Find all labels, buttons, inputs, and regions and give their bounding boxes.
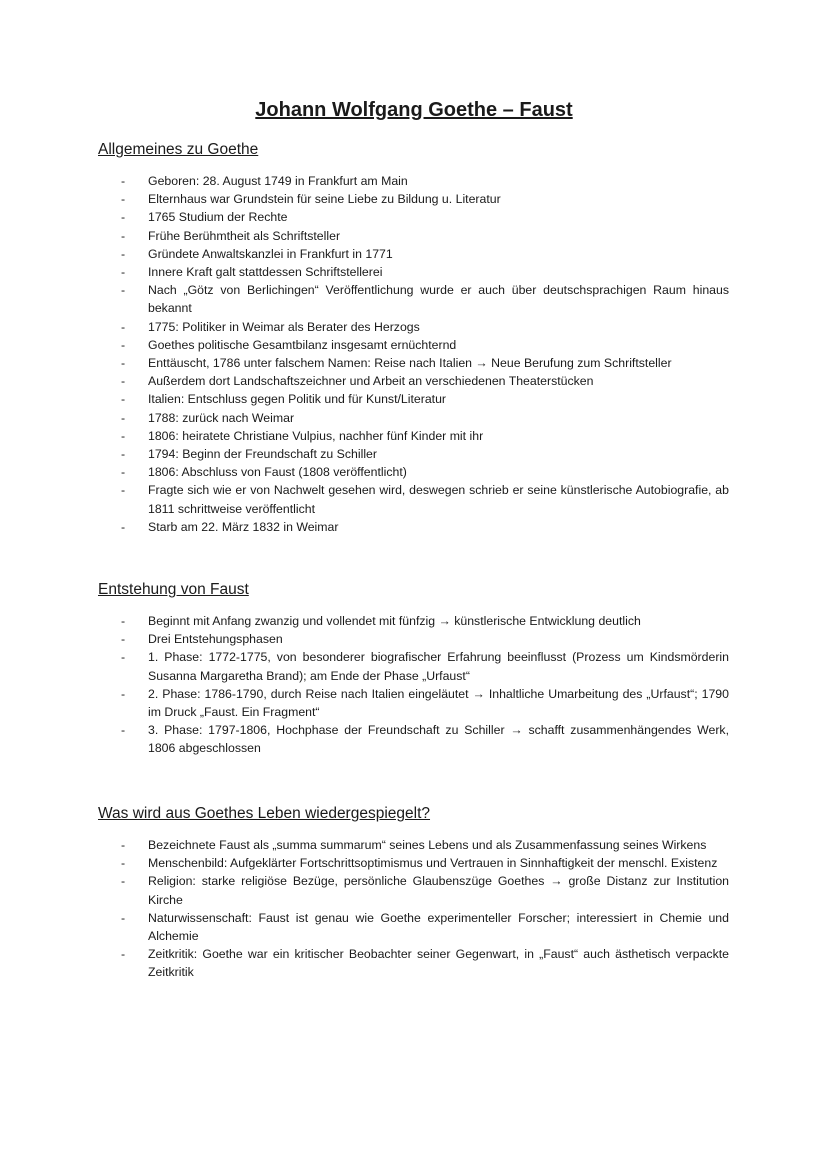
list-item (0, 872, 729, 908)
bullet-dash: - (121, 838, 126, 852)
list-item (0, 390, 729, 408)
list-item-text: Innere Kraft galt stattdessen Schriftstellerei (148, 265, 383, 280)
bullet-dash: - (121, 192, 126, 207)
section-heading-entstehung: Entstehung von Faust (98, 581, 249, 598)
list-item (0, 427, 729, 445)
list-item (0, 190, 729, 208)
list-item (0, 409, 729, 427)
list-entstehung (0, 612, 828, 758)
section-heading-allgemeines: Allgemeines zu Goethe (98, 141, 259, 158)
list-item-text: Fragte sich wie er von Nachwelt gesehen wird, deswegen schrieb er seine künstlerische Autobiografie, ab 1811 schrittweise veröffentlicht (148, 483, 729, 516)
list-item-text: 1765 Studium der Rechte (148, 210, 288, 225)
bullet-dash: - (121, 465, 126, 480)
list-leben (0, 836, 828, 982)
list-item-text: Drei Entstehungsphasen (148, 632, 283, 647)
bullet-dash: - (121, 228, 126, 243)
list-item (0, 445, 729, 463)
bullet-dash: - (121, 447, 126, 462)
list-item-text: Frühe Berühmtheit als Schriftsteller (148, 228, 341, 243)
bullet-dash: - (121, 410, 126, 425)
list-item (0, 372, 729, 390)
list-item-text: Nach „Götz von Berlichingen“ Veröffentlichung wurde er auch über deutschsprachigen Raum hinaus bekannt (148, 283, 729, 316)
list-item-text: Geboren: 28. August 1749 in Frankfurt am Main (148, 174, 408, 188)
list-item-text: 2. Phase: 1786-1790, durch Reise nach Italien eingeläutet → Inhaltliche Umarbeitung des „Urfaust“; 1790 im Druck „Faust. Ein Fragment“ (148, 686, 729, 720)
list-item (0, 227, 729, 245)
list-item-text: 1806: heiratete Christiane Vulpius, nachher fünf Kinder mit ihr (148, 428, 484, 443)
bullet-dash: - (121, 483, 126, 498)
list-item (0, 685, 729, 721)
list-allgemeines (0, 172, 828, 536)
list-item (0, 648, 729, 684)
page-title: Johann Wolfgang Goethe – Faust (255, 99, 573, 121)
bullet-dash: - (121, 947, 126, 962)
list-item (0, 336, 729, 354)
list-item-text: 1806: Abschluss von Faust (1808 veröffentlicht) (148, 465, 407, 480)
list-item (0, 172, 729, 190)
list-item-text: Menschenbild: Aufgeklärter Fortschrittsoptimismus und Vertrauen in Sinnhaftigkeit der menschl. Existenz (148, 856, 718, 871)
list-item-text: Bezeichnete Faust als „summa summarum“ seines Lebens und als Zusammenfassung seines Wirkens (148, 838, 707, 852)
list-item-text: 3. Phase: 1797-1806, Hochphase der Freundschaft zu Schiller → schafft zusammenhängendes Werk, 1806 abgeschlossen (148, 723, 729, 756)
list-item-text: Beginnt mit Anfang zwanzig und vollendet mit fünfzig → künstlerische Entwicklung deutlich (148, 614, 641, 628)
list-item-text: 1775: Politiker in Weimar als Berater des Herzogs (148, 319, 420, 334)
list-item (0, 263, 729, 281)
list-item (0, 836, 729, 854)
list-item (0, 318, 729, 336)
bullet-dash: - (121, 519, 126, 534)
list-item (0, 245, 729, 263)
list-item-text: Starb am 22. März 1832 in Weimar (148, 519, 339, 534)
list-item (0, 945, 729, 981)
list-item-text: 1788: zurück nach Weimar (148, 410, 295, 425)
list-item (0, 909, 729, 945)
bullet-dash: - (121, 723, 126, 738)
bullet-dash: - (121, 374, 126, 389)
bullet-dash: - (121, 246, 126, 261)
list-item-text: Zeitkritik: Goethe war ein kritischer Beobachter seiner Gegenwart, in „Faust“ auch ästhetisch verpackte Zeitkritik (148, 947, 729, 980)
bullet-dash: - (121, 428, 126, 443)
bullet-dash: - (121, 874, 126, 889)
bullet-dash: - (121, 686, 126, 701)
list-item (0, 854, 729, 872)
bullet-dash: - (121, 356, 126, 371)
list-item-text: Italien: Entschluss gegen Politik und für Kunst/Literatur (148, 392, 447, 407)
bullet-dash: - (121, 614, 126, 628)
list-item-text: Goethes politische Gesamtbilanz insgesamt ernüchternd (148, 337, 457, 352)
list-item (0, 208, 729, 226)
list-item (0, 463, 729, 481)
list-item (0, 354, 729, 372)
section-heading-leben: Was wird aus Goethes Leben wiedergespiegelt? (98, 805, 431, 822)
list-item (0, 281, 729, 317)
list-item-text: Außerdem dort Landschaftszeichner und Arbeit an verschiedenen Theaterstücken (148, 374, 594, 389)
list-item-text: Gründete Anwaltskanzlei in Frankfurt in 1771 (148, 246, 393, 261)
list-item-text: Religion: starke religiöse Bezüge, persönliche Glaubenszüge Goethes → große Distanz zur Institution Kirche (148, 874, 729, 907)
bullet-dash: - (121, 210, 126, 225)
bullet-dash: - (121, 856, 126, 871)
list-item (0, 518, 729, 536)
list-item (0, 721, 729, 757)
list-item-text: Enttäuscht, 1786 unter falschem Namen: Reise nach Italien → Neue Berufung zum Schriftsteller (148, 356, 672, 371)
bullet-dash: - (121, 283, 126, 298)
bullet-dash: - (121, 174, 126, 188)
list-item (0, 612, 729, 630)
bullet-dash: - (121, 337, 126, 352)
list-item-text: 1794: Beginn der Freundschaft zu Schiller (148, 447, 377, 462)
list-item (0, 481, 729, 517)
bullet-dash: - (121, 632, 126, 647)
list-item-text: Naturwissenschaft: Faust ist genau wie Goethe experimenteller Forscher; interessiert in Chemie und Alchemie (148, 910, 729, 944)
list-item-text: Elternhaus war Grundstein für seine Liebe zu Bildung u. Literatur (148, 192, 501, 207)
bullet-dash: - (121, 392, 126, 407)
bullet-dash: - (121, 650, 126, 665)
list-item (0, 630, 729, 648)
bullet-dash: - (121, 265, 126, 280)
bullet-dash: - (121, 319, 126, 334)
bullet-dash: - (121, 910, 126, 925)
list-item-text: 1. Phase: 1772-1775, von besonderer biografischer Erfahrung beeinflusst (Prozess um Kindsmörderin Susanna Margaretha Brand); am Ende der Phase „Urfaust“ (148, 650, 729, 683)
